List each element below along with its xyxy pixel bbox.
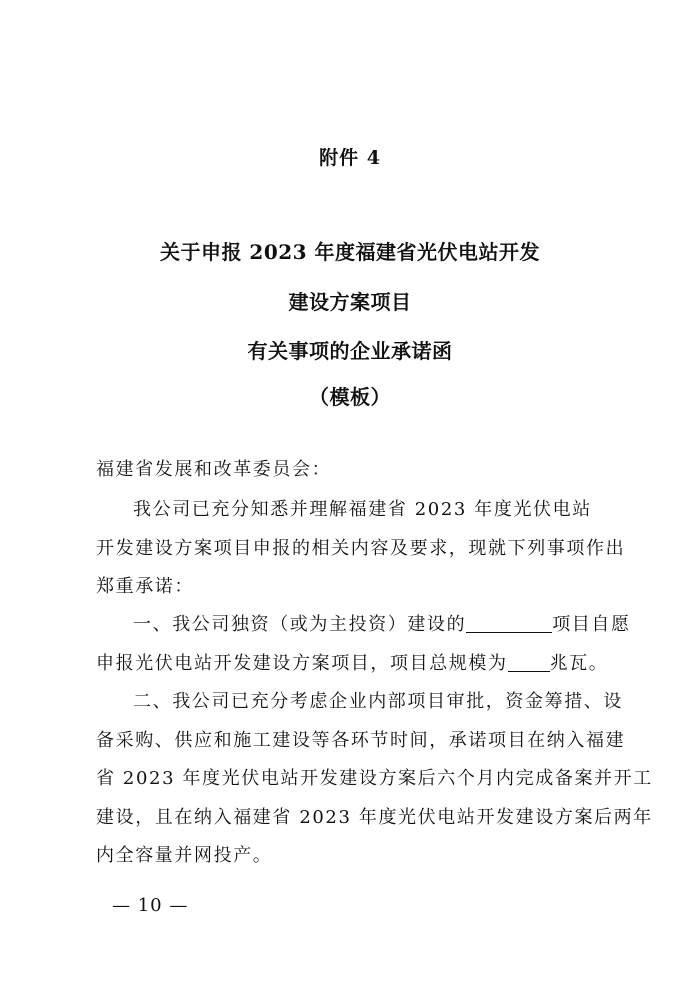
paragraph-2-line-2-after: 兆瓦。: [549, 653, 609, 674]
salutation: 福建省发展和改革委员会：: [96, 459, 332, 480]
attachment-label: 附件 4: [319, 147, 381, 169]
paragraph-3-line-3: 省 2023 年度光伏电站开发建设方案后六个月内完成备案并开工: [96, 768, 653, 789]
paragraph-1-line-1: 我公司已充分知悉并理解福建省 2023 年度光伏电站: [133, 499, 592, 520]
paragraph-3-line-2: 备采购、供应和施工建设等各环节时间，承诺项目在纳入福建: [96, 730, 626, 751]
paragraph-2-line-2-before: 申报光伏电站开发建设方案项目，项目总规模为: [96, 653, 508, 674]
paragraph-2-line-1-before: 一、我公司独资（或为主投资）建设的: [133, 614, 467, 635]
title-line-1: 关于申报 2023 年度福建省光伏电站开发: [159, 240, 541, 264]
page-number: — 10 —: [112, 895, 189, 916]
paragraph-3-line-4: 建设，且在纳入福建省 2023 年度光伏电站开发建设方案后两年: [96, 807, 653, 828]
paragraph-1-line-3: 郑重承诺：: [96, 576, 194, 597]
project-name-blank: [466, 614, 552, 633]
title-line-3: 有关事项的企业承诺函: [247, 339, 453, 363]
title-line-4: （模板）: [309, 385, 391, 409]
paragraph-2-line-1: [133, 610, 631, 636]
capacity-blank: [508, 653, 550, 672]
paragraph-3-line-1: 二、我公司已充分考虑企业内部项目审批，资金筹措、设: [133, 691, 623, 712]
title-line-2: 建设方案项目: [288, 290, 412, 314]
paragraph-2-line-2: [96, 649, 608, 675]
paragraph-3-line-5: 内全容量并网投产。: [96, 845, 273, 866]
paragraph-2-line-1-after: 项目自愿: [552, 614, 631, 635]
paragraph-1-line-2: 开发建设方案项目申报的相关内容及要求，现就下列事项作出: [96, 538, 626, 559]
